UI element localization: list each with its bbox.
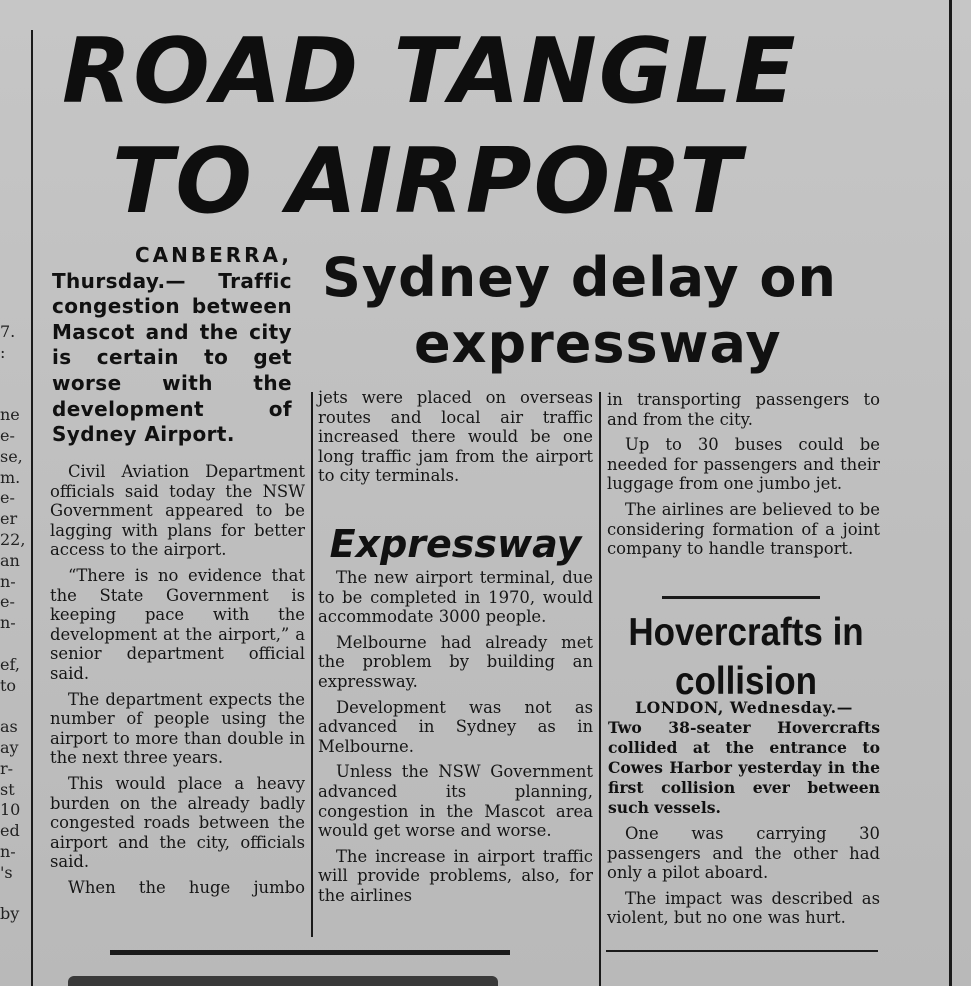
fragment: an <box>0 550 20 570</box>
subhead-line-2: expressway <box>414 312 782 375</box>
lead-text: Thursday.— Traffic congestion between Mascot and the city is certain to get worse with the development of Sydney Airport. <box>52 268 292 447</box>
fragment: 22, <box>0 529 26 549</box>
paragraph: Development was not as advanced in Sydney as in Melbourne. <box>318 697 593 756</box>
fragment: 10 <box>0 800 21 820</box>
hovercraft-headline-line-1: Hovercrafts in <box>628 610 864 654</box>
paragraph: “There is no evidence that the State Government is keeping pace with the development at the airport,” a senior department official said. <box>50 565 305 683</box>
fragment <box>0 884 22 905</box>
lead-paragraph <box>52 243 292 448</box>
fragment <box>0 384 22 405</box>
article-column-3 <box>607 390 880 565</box>
article-column-2 <box>318 388 593 492</box>
fragment <box>0 696 22 717</box>
column-rule-1 <box>311 392 313 937</box>
fragment: 7. <box>0 322 16 341</box>
hovercraft-dateline: LONDON, Wednesday.— <box>635 698 853 717</box>
story-bottom-rule <box>110 950 510 955</box>
hovercraft-body <box>607 824 880 934</box>
paragraph: This would place a heavy burden on the already badly congested roads between the airport and the city, officials said. <box>50 773 305 872</box>
fragment: ay <box>0 737 19 757</box>
paragraph: The impact was described as violent, but no one was hurt. <box>607 888 880 928</box>
hovercraft-headline-line-2: collision <box>675 659 817 704</box>
fragment: n- <box>0 841 16 861</box>
fragment: ne <box>0 405 20 425</box>
paragraph: When the huge jumbo <box>68 877 305 897</box>
fragment: e- <box>0 488 15 508</box>
headline-line-2: TO AIRPORT <box>112 129 743 234</box>
paragraph: The department expects the number of people using the airport to more than double in the next three years. <box>50 689 305 768</box>
fragment: to <box>0 675 17 695</box>
fragment: se, <box>0 446 23 466</box>
fragment: 's <box>0 862 13 882</box>
neighbour-column-fragment <box>0 322 26 925</box>
fragment: er <box>0 509 18 529</box>
dateline: CANBERRA, <box>134 243 292 267</box>
fragment: ed <box>0 821 20 841</box>
crosshead: Expressway <box>329 522 582 566</box>
fragment <box>0 634 22 655</box>
fragment: m. <box>0 467 21 487</box>
fragment: n- <box>0 613 16 633</box>
fragment: r- <box>0 758 14 778</box>
fragment: as <box>0 717 18 737</box>
fragment: by <box>0 904 20 924</box>
paragraph: in transporting passengers to and from the city. <box>607 390 880 429</box>
article-column-1 <box>50 462 305 903</box>
column-rule-right <box>949 0 952 986</box>
headline-line-1: ROAD TANGLE <box>62 19 798 124</box>
paragraph: Melbourne had already met the problem by building an expressway. <box>318 632 593 691</box>
fragment: e- <box>0 425 15 445</box>
paragraph: The new airport terminal, due to be completed in 1970, would accommodate 3000 people. <box>318 568 593 627</box>
paragraph: jets were placed on overseas routes and local air traffic increased there would be one long traffic jam from the airport to city terminals. <box>318 388 593 486</box>
paragraph: Civil Aviation Department officials said today the NSW Government appeared to be lagging with plans for better access to the airport. <box>50 462 305 560</box>
column-rule-left <box>31 30 33 986</box>
fragment: ef, <box>0 654 20 674</box>
subhead-line-1: Sydney delay on <box>322 246 837 309</box>
hovercraft-headline <box>606 608 886 707</box>
fragment: e- <box>0 592 15 612</box>
paragraph: Up to 30 buses could be needed for passengers and their luggage from one jumbo jet. <box>607 435 880 494</box>
fragment: n- <box>0 571 16 591</box>
fragment: st <box>0 779 15 799</box>
next-story-headline-fragment <box>68 976 498 986</box>
hovercraft-lead-text: Two 38-seater Hovercrafts collided at the entrance to Cowes Harbor yesterday in the first collision ever between such vessels. <box>608 718 880 817</box>
fragment: : <box>0 342 6 362</box>
paragraph: Unless the NSW Government advanced its planning, congestion in the Mascot area would get worse and worse. <box>318 762 593 841</box>
hovercraft-lead <box>608 698 880 818</box>
paragraph: The increase in airport traffic will provide problems, also, for the airlines <box>318 846 593 905</box>
hovercraft-top-rule <box>662 596 820 599</box>
paragraph: One was carrying 30 passengers and the other had only a pilot aboard. <box>607 824 880 883</box>
article-column-2-continued <box>318 568 593 912</box>
fragment <box>0 364 22 385</box>
paragraph: The airlines are believed to be considering formation of a joint company to handle transport. <box>607 499 880 559</box>
column-rule-2 <box>599 392 601 986</box>
hovercraft-bottom-rule <box>606 950 878 952</box>
